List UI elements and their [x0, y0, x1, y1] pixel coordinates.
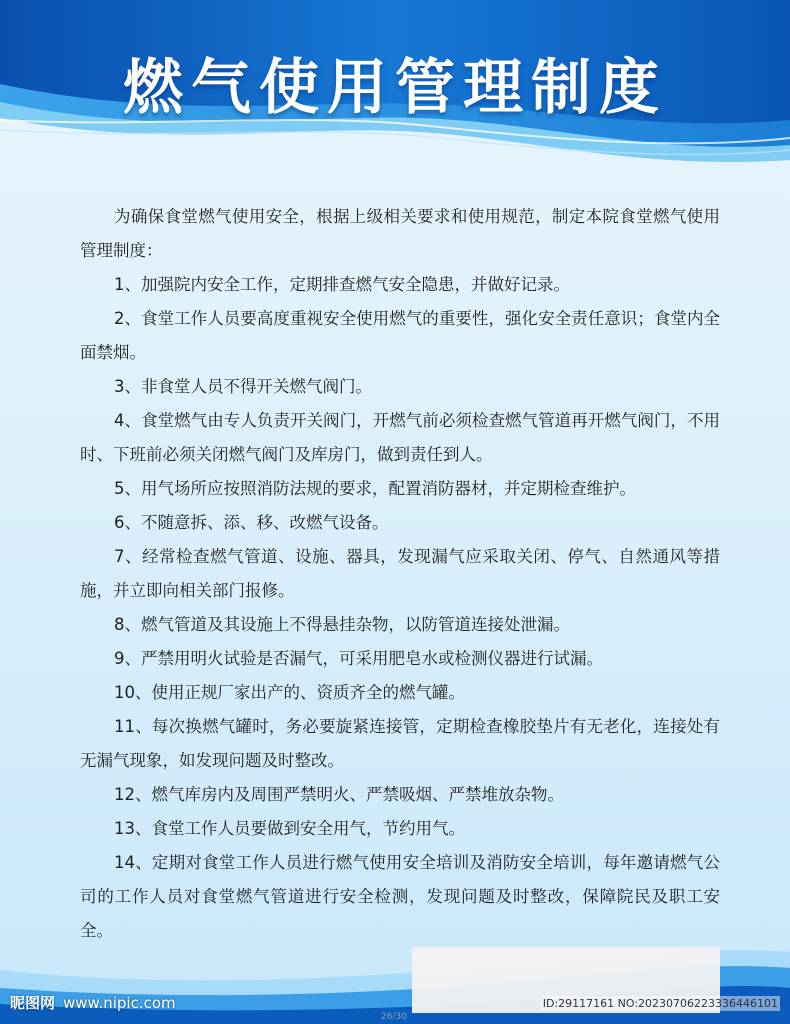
rule-item: 6、不随意拆、添、移、改燃气设备。: [114, 513, 389, 532]
rule-item: 9、严禁用明火试验是否漏气，可采用肥皂水或检测仪器进行试漏。: [114, 649, 603, 668]
rule-item: 12、燃气库房内及周围严禁明火、严禁吸烟、严禁堆放杂物。: [114, 785, 564, 804]
rule-item: 14、定期对食堂工作人员进行燃气使用安全培训及消防安全培训，每年邀请燃气公司的工作人员对食堂燃气管道进行安全检测，发现问题及时整改，保障院民及职工安全。: [80, 853, 720, 940]
page-number: 26/30: [381, 1012, 407, 1022]
rule-item: 13、食堂工作人员要做到安全用气，节约用气。: [114, 819, 465, 838]
site-url: www.nipic.com: [63, 994, 176, 1012]
intro-paragraph: 为确保食堂燃气使用安全，根据上级相关要求和使用规范，制定本院食堂燃气使用管理制度：: [80, 207, 720, 260]
image-id-watermark: ID:29117161 NO:20230706223336446101: [542, 997, 778, 1010]
rule-item: 10、使用正规厂家出产的、资质齐全的燃气罐。: [114, 683, 465, 702]
rule-item: 7、经常检查燃气管道、设施、器具，发现漏气应采取关闭、停气、自然通风等措施，并立即向相关部门报修。: [80, 547, 720, 600]
rule-item: 8、燃气管道及其设施上不得悬挂杂物，以防管道连接处泄漏。: [114, 615, 570, 634]
page-title: 燃气使用管理制度: [123, 53, 667, 123]
rule-item: 2、食堂工作人员要高度重视安全使用燃气的重要性，强化安全责任意识；食堂内全面禁烟。: [80, 309, 720, 362]
regulation-content: [80, 200, 720, 948]
rule-item: 3、非食堂人员不得开关燃气阀门。: [114, 377, 372, 396]
site-name: 昵图网: [10, 994, 56, 1012]
rule-item: 4、食堂燃气由专人负责开关阀门，开燃气前必须检查燃气管道再开燃气阀门，不用时、下班前必须关闭燃气阀门及库房门，做到责任到人。: [80, 411, 720, 464]
rule-item: 1、加强院内安全工作，定期排查燃气安全隐患，并做好记录。: [114, 275, 570, 294]
site-watermark: [10, 992, 176, 1013]
rule-item: 5、用气场所应按照消防法规的要求，配置消防器材，并定期检查维护。: [114, 479, 636, 498]
rule-item: 11、每次换燃气罐时，务必要旋紧连接管，定期检查橡胶垫片有无老化，连接处有无漏气现象，如发现问题及时整改。: [80, 717, 720, 770]
